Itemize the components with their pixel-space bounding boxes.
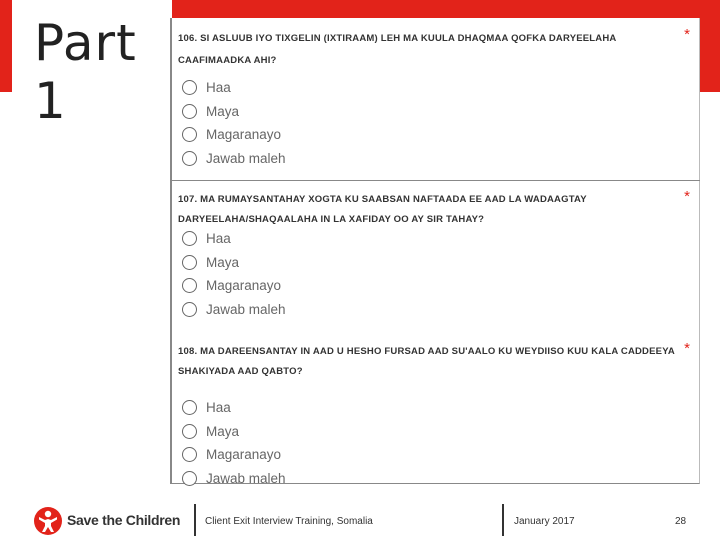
option-jawab-maleh[interactable] (182, 147, 286, 171)
option-label: Haa (206, 231, 231, 247)
survey-form (170, 18, 700, 484)
footer-divider (194, 504, 196, 536)
option-haa[interactable] (182, 396, 286, 420)
radio-button[interactable] (182, 302, 197, 317)
question-107 (172, 180, 700, 332)
options-group (182, 396, 286, 490)
question-106 (172, 18, 700, 181)
required-asterisk: * (684, 188, 690, 205)
options-group (182, 76, 286, 170)
radio-button[interactable] (182, 231, 197, 246)
option-label: Magaranayo (206, 447, 282, 463)
radio-button[interactable] (182, 80, 197, 95)
option-jawab-maleh[interactable] (182, 467, 286, 491)
slide-title: Part 1 (34, 14, 137, 130)
option-label: Haa (206, 400, 231, 416)
option-jawab-maleh[interactable] (182, 298, 286, 322)
option-label: Jawab maleh (206, 150, 286, 166)
option-label: Magaranayo (206, 127, 282, 143)
question-108 (172, 332, 700, 486)
option-maya[interactable] (182, 420, 286, 444)
footer-date: January 2017 (514, 516, 575, 527)
option-label: Magaranayo (206, 278, 282, 294)
radio-button[interactable] (182, 447, 197, 462)
option-magaranayo[interactable] (182, 123, 286, 147)
radio-button[interactable] (182, 255, 197, 270)
radio-button[interactable] (182, 127, 197, 142)
option-label: Maya (206, 423, 240, 439)
question-text: 107. MA RUMAYSANTAHAY XOGTA KU SAABSAN NAFTAADA EE AAD LA WADAAGTAY DARYEELAHA/SHAQAALAHA IN LA XAFIDAY OO AY SIR TAHAY? (178, 194, 587, 225)
footer-course: Client Exit Interview Training, Somalia (205, 516, 373, 527)
page-number: 28 (675, 516, 687, 527)
options-group (182, 227, 286, 321)
title-box (12, 0, 172, 130)
footer-divider (502, 504, 504, 536)
option-maya[interactable] (182, 100, 286, 124)
option-maya[interactable] (182, 251, 286, 275)
option-haa[interactable] (182, 227, 286, 251)
option-label: Maya (206, 254, 240, 270)
save-the-children-logo-icon (33, 506, 63, 536)
option-haa[interactable] (182, 76, 286, 100)
question-text: 106. SI ASLUUB IYO TIXGELIN (IXTIRAAM) LEH MA KUULA DHAQMAA QOFKA DARYEELAHA CAAFIMAADKA AHI? (178, 33, 617, 66)
brand-name: Save the Children (67, 512, 181, 528)
option-label: Jawab maleh (206, 301, 286, 317)
option-magaranayo[interactable] (182, 443, 286, 467)
option-label: Maya (206, 103, 240, 119)
radio-button[interactable] (182, 400, 197, 415)
option-label: Haa (206, 80, 231, 96)
required-asterisk: * (684, 26, 690, 43)
option-label: Jawab maleh (206, 470, 286, 486)
radio-button[interactable] (182, 151, 197, 166)
radio-button[interactable] (182, 278, 197, 293)
radio-button[interactable] (182, 104, 197, 119)
radio-button[interactable] (182, 424, 197, 439)
question-text: 108. MA DAREENSANTAY IN AAD U HESHO FURSAD AAD SU'AALO KU WEYDIISO KUU KALA CADDEEYA SHAKIYADA AAD QABTO? (178, 346, 675, 377)
option-magaranayo[interactable] (182, 274, 286, 298)
radio-button[interactable] (182, 471, 197, 486)
required-asterisk: * (684, 340, 690, 357)
